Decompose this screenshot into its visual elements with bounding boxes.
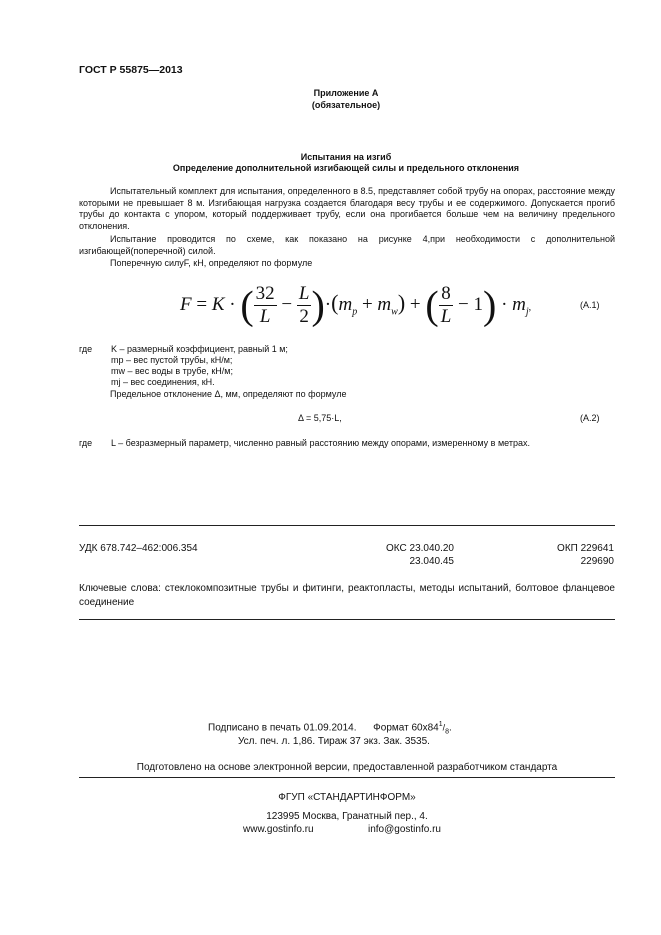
formula-a1 xyxy=(180,283,531,329)
standard-number: ГОСТ Р 55875—2013 xyxy=(79,64,183,76)
deflection-intro: Предельное отклонение Δ, мм, определяют по формуле xyxy=(110,389,347,399)
sub-j: j xyxy=(525,306,529,318)
formula-a1-number: (А.1) xyxy=(580,300,600,310)
paragraph-force-intro: Поперечную силуF, кН, определяют по формуле xyxy=(110,258,313,268)
paren-close: ) xyxy=(482,282,497,328)
section-subtitle: Определение дополнительной изгибающей силы и предельного отклонения xyxy=(172,163,520,173)
fraction-num: 8 xyxy=(439,283,454,306)
formula-f: F xyxy=(180,293,192,315)
fraction-num: 32 xyxy=(255,283,275,304)
paren-open: ( xyxy=(240,282,254,328)
fraction-den xyxy=(439,306,454,328)
publisher-name: ФГУП «СТАНДАРТИНФОРМ» xyxy=(278,792,416,803)
where-label: где xyxy=(79,438,93,448)
def-k: K – размерный коэффициент, равный 1 м; xyxy=(111,344,288,354)
def-l: L – безразмерный параметр, численно равный расстоянию между опорами, измеренному в метрах. xyxy=(111,438,530,448)
okp-code-1: ОКП 229641 xyxy=(557,543,614,554)
fraction-l: L xyxy=(298,283,310,304)
divider-bottom xyxy=(79,619,615,620)
oks-code-1: ОКС 23.040.20 xyxy=(386,543,454,554)
def-mw: mw – вес воды в трубе, кН/м; xyxy=(111,366,233,376)
section-title: Испытания на изгиб xyxy=(300,152,392,162)
fraction-8-over-l xyxy=(439,283,454,328)
fraction-l-over-2 xyxy=(297,283,312,328)
paren-open: ( xyxy=(425,282,439,328)
paragraph-test-setup: Испытательный комплект для испытания, определенного в 8.5, представляет собой трубу на опорах, расстояние между которыми не превышает 8 м. Изгибающая нагрузка создается благодаря весу трубы и ее содержимого. Допускается прогиб трубы до контакта с упором, который поддерживает трубу, если она прогибается больше чем на величину предельного отклонения. xyxy=(79,186,615,231)
divider-top xyxy=(79,525,615,526)
format-end: . xyxy=(449,722,452,734)
formula-dot: · xyxy=(324,293,332,315)
imprint-divider xyxy=(79,777,615,778)
formula-eq: = xyxy=(196,293,208,315)
def-mp: mp – вес пустой трубы, кН/м; xyxy=(111,355,233,365)
keywords: Ключевые слова: стеклокомпозитные трубы и фитинги, реактопласты, методы испытаний, болтовое фланцевое соединение xyxy=(79,583,615,608)
sub-p: p xyxy=(352,306,358,318)
annex-title: Приложение А xyxy=(313,88,379,98)
formula-m: m xyxy=(512,293,526,315)
formula-a2-number: (А.2) xyxy=(580,413,600,423)
def-mj: mj – вес соединения, кН. xyxy=(111,377,215,387)
imprint-line-1 xyxy=(208,721,452,735)
annex-status: (обязательное) xyxy=(311,100,381,110)
formula-dot: · xyxy=(501,293,508,315)
fraction-l: L xyxy=(440,306,452,327)
formula-comma: , xyxy=(528,301,532,313)
formula-m: m xyxy=(377,293,392,315)
publisher-email[interactable]: info@gostinfo.ru xyxy=(368,824,441,835)
prepared-note: Подготовлено на основе электронной версии, предоставленной разработчиком стандарта xyxy=(136,762,558,773)
imprint-line-2: Усл. печ. л. 1,86. Тираж 37 экз. Зак. 3535. xyxy=(238,736,430,747)
fraction-32-over-l xyxy=(254,283,277,328)
signed-date: Подписано в печать 01.09.2014. xyxy=(208,722,357,734)
publisher-website[interactable]: www.gostinfo.ru xyxy=(243,824,314,835)
paren-close: ) xyxy=(311,282,325,328)
fraction-den: 2 xyxy=(299,306,309,327)
formula-dot: · xyxy=(229,293,236,315)
format-slash: / xyxy=(442,722,446,733)
formula-k: K xyxy=(211,293,225,315)
udk-code: УДК 678.742–462:006.354 xyxy=(79,543,198,554)
formula-plus: + xyxy=(409,293,421,315)
oks-code-2: 23.040.45 xyxy=(409,556,454,567)
format-sub: 8 xyxy=(445,728,450,736)
paper-format: Формат 60x84 xyxy=(373,722,439,734)
sub-w: w xyxy=(391,306,398,318)
fraction-num xyxy=(297,283,312,306)
fraction-den xyxy=(254,306,277,328)
formula-a2: Δ = 5,75·L, xyxy=(298,413,342,423)
format-sup: 1 xyxy=(438,721,443,728)
paren-close: ) xyxy=(397,289,406,315)
formula-m: m xyxy=(338,293,353,315)
formula-minus: − xyxy=(458,293,469,315)
fraction-l: L xyxy=(259,306,271,327)
where-label: где xyxy=(79,344,93,354)
publisher-address: 123995 Москва, Гранатный пер., 4. xyxy=(266,811,428,822)
formula-one: 1 xyxy=(473,293,483,315)
formula-minus: − xyxy=(281,293,293,315)
paragraph-test-scheme: Испытание проводится по схеме, как показано на рисунке 4,при необходимости с дополнительной изгибающей(поперечной) силой. xyxy=(79,234,615,256)
formula-plus: + xyxy=(361,293,373,315)
okp-code-2: 229690 xyxy=(580,556,614,567)
paren-open: ( xyxy=(331,289,339,315)
